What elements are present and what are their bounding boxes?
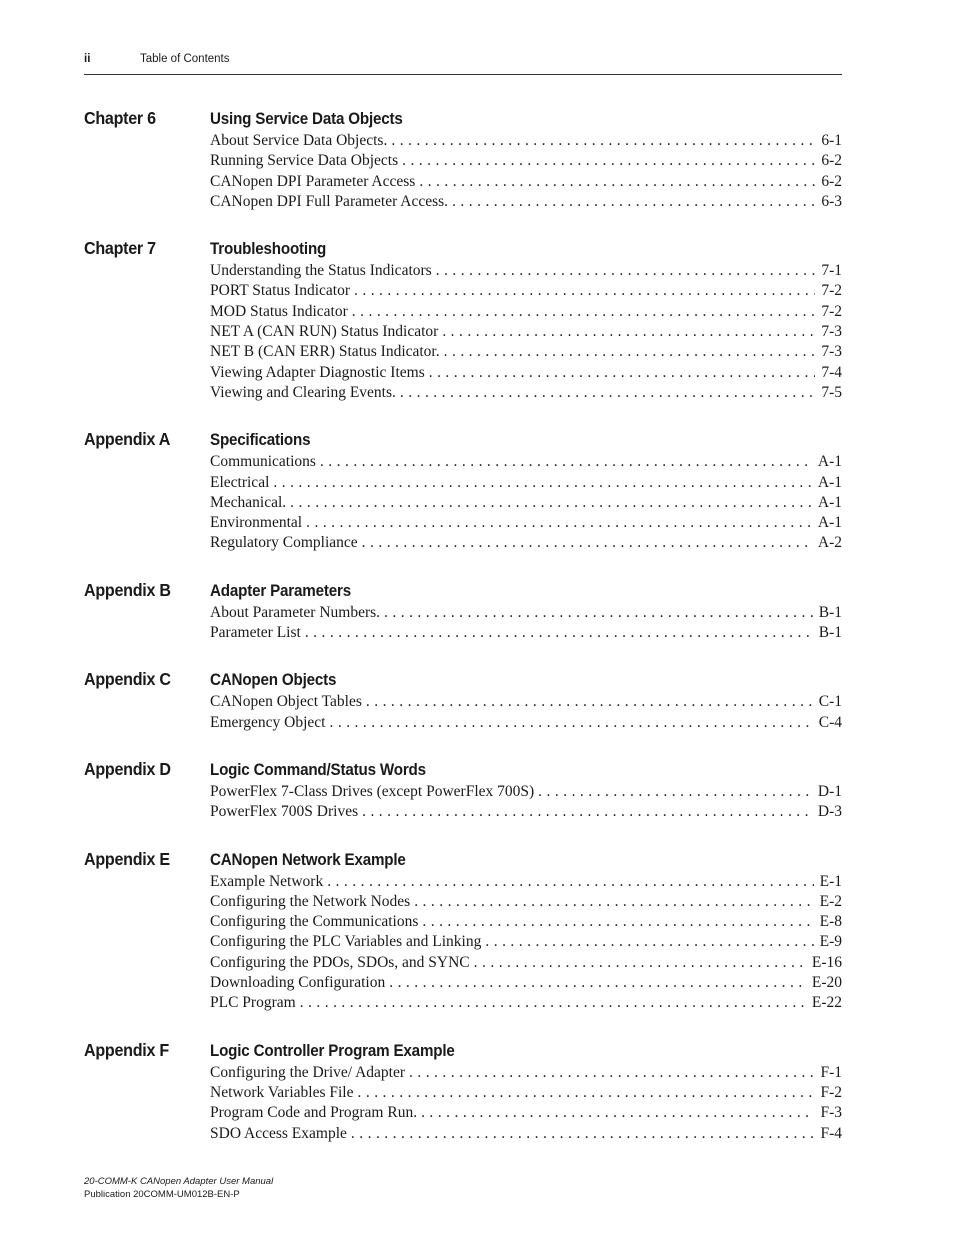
header-title: Table of Contents	[140, 53, 230, 65]
toc-entry[interactable]	[210, 603, 842, 623]
dot-leader	[422, 912, 813, 932]
toc-entry[interactable]	[210, 533, 842, 553]
entry-title: Understanding the Status Indicators	[210, 262, 432, 280]
entry-page-number: F-3	[820, 1104, 842, 1122]
entry-title: Running Service Data Objects	[210, 152, 399, 170]
dot-leader	[327, 872, 813, 892]
entry-page-number: E-22	[811, 994, 842, 1012]
entry-page-number: A-1	[817, 473, 842, 491]
section-entries	[210, 782, 842, 823]
dot-leader	[273, 473, 812, 493]
entry-page-number: 7-3	[821, 343, 842, 361]
entry-title: CANopen DPI Full Parameter Access.	[210, 192, 449, 210]
section-label: Appendix F	[84, 1039, 169, 1060]
toc-entry[interactable]	[210, 131, 842, 151]
entry-page-number: 7-4	[821, 363, 842, 381]
entry-title: PowerFlex 7-Class Drives (except PowerFlex 700S)	[210, 782, 535, 800]
section-title: Using Service Data Objects	[210, 110, 403, 128]
toc-entry[interactable]	[210, 623, 842, 643]
entry-title: Example Network	[210, 872, 324, 890]
section-entries	[210, 261, 842, 403]
entry-page-number: 6-2	[821, 152, 842, 170]
dot-leader	[352, 302, 816, 322]
dot-leader	[300, 993, 806, 1013]
entry-page-number: D-3	[817, 803, 842, 821]
section-title: CANopen Objects	[210, 671, 337, 690]
section-title: Troubleshooting	[210, 240, 327, 259]
section-title: Adapter Parameters	[210, 581, 351, 600]
section-title: CANopen Network Example	[210, 850, 406, 869]
entry-title: Downloading Configuration	[210, 974, 386, 992]
toc-entry[interactable]	[210, 363, 842, 383]
section-title: Specifications	[210, 431, 311, 450]
entry-page-number: 7-2	[821, 302, 842, 320]
entry-page-number: F-2	[820, 1083, 842, 1101]
toc-entry[interactable]	[210, 452, 842, 472]
entry-title: CANopen Object Tables	[210, 693, 362, 711]
entry-page-number: E-20	[811, 974, 842, 992]
toc-entry[interactable]	[210, 342, 842, 362]
section-entries	[210, 692, 842, 733]
toc-section	[84, 848, 842, 1014]
entry-page-number: E-2	[819, 892, 842, 910]
toc-entry[interactable]	[210, 1124, 842, 1144]
toc-entry[interactable]	[210, 802, 842, 822]
dot-leader	[419, 172, 815, 192]
dot-leader	[362, 533, 812, 553]
dot-leader	[409, 1063, 814, 1083]
entry-title: Configuring the Communications	[210, 913, 419, 931]
entry-title: Program Code and Program Run.	[210, 1104, 418, 1122]
toc-section	[84, 237, 842, 403]
toc-entry[interactable]	[210, 383, 842, 403]
toc-entry[interactable]	[210, 692, 842, 712]
entry-page-number: 7-1	[821, 262, 842, 280]
section-label: Appendix E	[84, 848, 170, 869]
dot-leader	[358, 1083, 815, 1103]
section-entries	[210, 603, 842, 644]
entry-title: Viewing Adapter Diagnostic Items	[210, 363, 425, 381]
dot-leader	[474, 953, 806, 973]
toc-entry[interactable]	[210, 912, 842, 932]
toc-entry[interactable]	[210, 151, 842, 171]
dot-leader	[354, 281, 815, 301]
entry-title: MOD Status Indicator	[210, 302, 348, 320]
entry-title: Communications	[210, 453, 316, 471]
toc-section	[84, 668, 842, 733]
section-label: Appendix B	[84, 579, 171, 600]
entry-page-number: E-16	[811, 953, 842, 971]
entry-page-number: F-4	[820, 1124, 842, 1142]
dot-leader	[351, 1124, 815, 1144]
dot-leader	[330, 713, 813, 733]
toc-entry[interactable]	[210, 993, 842, 1013]
entry-title: Viewing and Clearing Events.	[210, 383, 396, 401]
entry-title: PLC Program	[210, 994, 296, 1012]
entry-title: About Parameter Numbers.	[210, 603, 381, 621]
toc-entry[interactable]	[210, 892, 842, 912]
dot-leader	[442, 322, 815, 342]
dot-leader	[402, 151, 815, 171]
dot-leader	[452, 192, 815, 212]
dot-leader	[391, 131, 815, 151]
entry-title: Electrical	[210, 473, 270, 491]
footer-manual-title: 20-COMM-K CANopen Adapter User Manual	[84, 1176, 274, 1187]
entry-title: Emergency Object	[210, 713, 326, 731]
entry-title: NET A (CAN RUN) Status Indicator	[210, 323, 439, 341]
entry-page-number: 6-1	[821, 132, 842, 149]
entry-page-number: 7-3	[821, 323, 842, 341]
entry-title: Regulatory Compliance	[210, 534, 358, 552]
entry-page-number: A-2	[817, 534, 842, 552]
entry-page-number: 6-3	[821, 192, 842, 210]
toc-entry[interactable]	[210, 713, 842, 733]
dot-leader	[538, 782, 812, 802]
entry-title: CANopen DPI Parameter Access	[210, 172, 416, 190]
dot-leader	[362, 802, 812, 822]
entry-title: PORT Status Indicator	[210, 282, 350, 300]
entry-page-number: A-1	[817, 453, 842, 471]
entry-page-number: D-1	[817, 782, 842, 800]
dot-leader	[389, 973, 806, 993]
toc-entry[interactable]	[210, 322, 842, 342]
toc-entry[interactable]	[210, 953, 842, 973]
toc-section	[84, 758, 842, 823]
section-title: Logic Command/Status Words	[210, 760, 426, 779]
toc-entry[interactable]	[210, 782, 842, 802]
page-number: ii	[84, 53, 91, 65]
dot-leader	[444, 342, 816, 362]
dot-leader	[429, 363, 816, 383]
dot-leader	[436, 261, 816, 281]
toc-entry[interactable]	[210, 493, 842, 513]
entry-page-number: E-8	[819, 913, 842, 931]
section-entries	[210, 452, 842, 553]
section-entries	[210, 872, 842, 1014]
entry-title: About Service Data Objects.	[210, 132, 388, 149]
dot-leader	[384, 603, 813, 623]
section-label: Appendix C	[84, 669, 171, 690]
entry-title: SDO Access Example	[210, 1124, 347, 1142]
toc-entry[interactable]	[210, 1083, 842, 1103]
section-label: Chapter 6	[84, 108, 156, 128]
entry-page-number: 7-2	[821, 282, 842, 300]
dot-leader	[366, 692, 813, 712]
dot-leader	[485, 932, 813, 952]
dot-leader	[306, 513, 812, 533]
entry-page-number: A-1	[817, 514, 842, 532]
toc-section	[84, 107, 842, 212]
dot-leader	[414, 892, 813, 912]
dot-leader	[305, 623, 813, 643]
dot-leader	[290, 493, 812, 513]
section-label: Appendix D	[84, 758, 171, 779]
entry-page-number: E-1	[819, 872, 842, 890]
dot-leader	[421, 1103, 814, 1123]
toc-section	[84, 579, 842, 644]
toc-entry[interactable]	[210, 932, 842, 952]
entry-title: Configuring the PDOs, SDOs, and SYNC	[210, 953, 470, 971]
toc-entry[interactable]	[210, 302, 842, 322]
entry-title: Configuring the Drive/ Adapter	[210, 1063, 405, 1081]
toc-entry[interactable]	[210, 973, 842, 993]
entry-title: PowerFlex 700S Drives	[210, 803, 359, 821]
dot-leader	[320, 452, 812, 472]
section-label: Appendix A	[84, 429, 171, 450]
entry-page-number: E-9	[819, 933, 842, 951]
section-label: Chapter 7	[84, 238, 156, 259]
entry-title: NET B (CAN ERR) Status Indicator.	[210, 343, 440, 361]
dot-leader	[400, 383, 815, 403]
toc-entry[interactable]	[210, 172, 842, 192]
section-entries	[210, 1063, 842, 1144]
entry-page-number: F-1	[820, 1063, 842, 1081]
toc-section	[84, 1039, 842, 1144]
page-footer	[84, 1175, 273, 1201]
toc-entry[interactable]	[210, 1103, 842, 1123]
footer-publication: Publication 20COMM-UM012B-EN-P	[84, 1189, 240, 1200]
entry-page-number: 7-5	[821, 383, 842, 401]
section-entries	[210, 131, 842, 212]
entry-page-number: 6-2	[821, 172, 842, 190]
entry-page-number: A-1	[817, 493, 842, 511]
entry-page-number: B-1	[818, 624, 842, 642]
entry-page-number: C-4	[818, 713, 842, 731]
entry-title: Environmental	[210, 514, 303, 532]
entry-title: Configuring the Network Nodes	[210, 892, 411, 910]
toc-entry[interactable]	[210, 872, 842, 892]
table-of-contents	[84, 107, 842, 1169]
entry-page-number: B-1	[818, 603, 842, 621]
entry-title: Parameter List	[210, 624, 301, 642]
toc-entry[interactable]	[210, 1063, 842, 1083]
entry-page-number: C-1	[818, 693, 842, 711]
toc-section	[84, 428, 842, 553]
entry-title: Configuring the PLC Variables and Linking	[210, 933, 482, 951]
section-title: Logic Controller Program Example	[210, 1041, 455, 1060]
page-header	[84, 52, 842, 75]
toc-entry[interactable]	[210, 261, 842, 281]
toc-entry[interactable]	[210, 192, 842, 212]
toc-entry[interactable]	[210, 473, 842, 493]
entry-title: Mechanical.	[210, 493, 287, 511]
toc-entry[interactable]	[210, 513, 842, 533]
toc-entry[interactable]	[210, 281, 842, 301]
entry-title: Network Variables File	[210, 1083, 354, 1101]
